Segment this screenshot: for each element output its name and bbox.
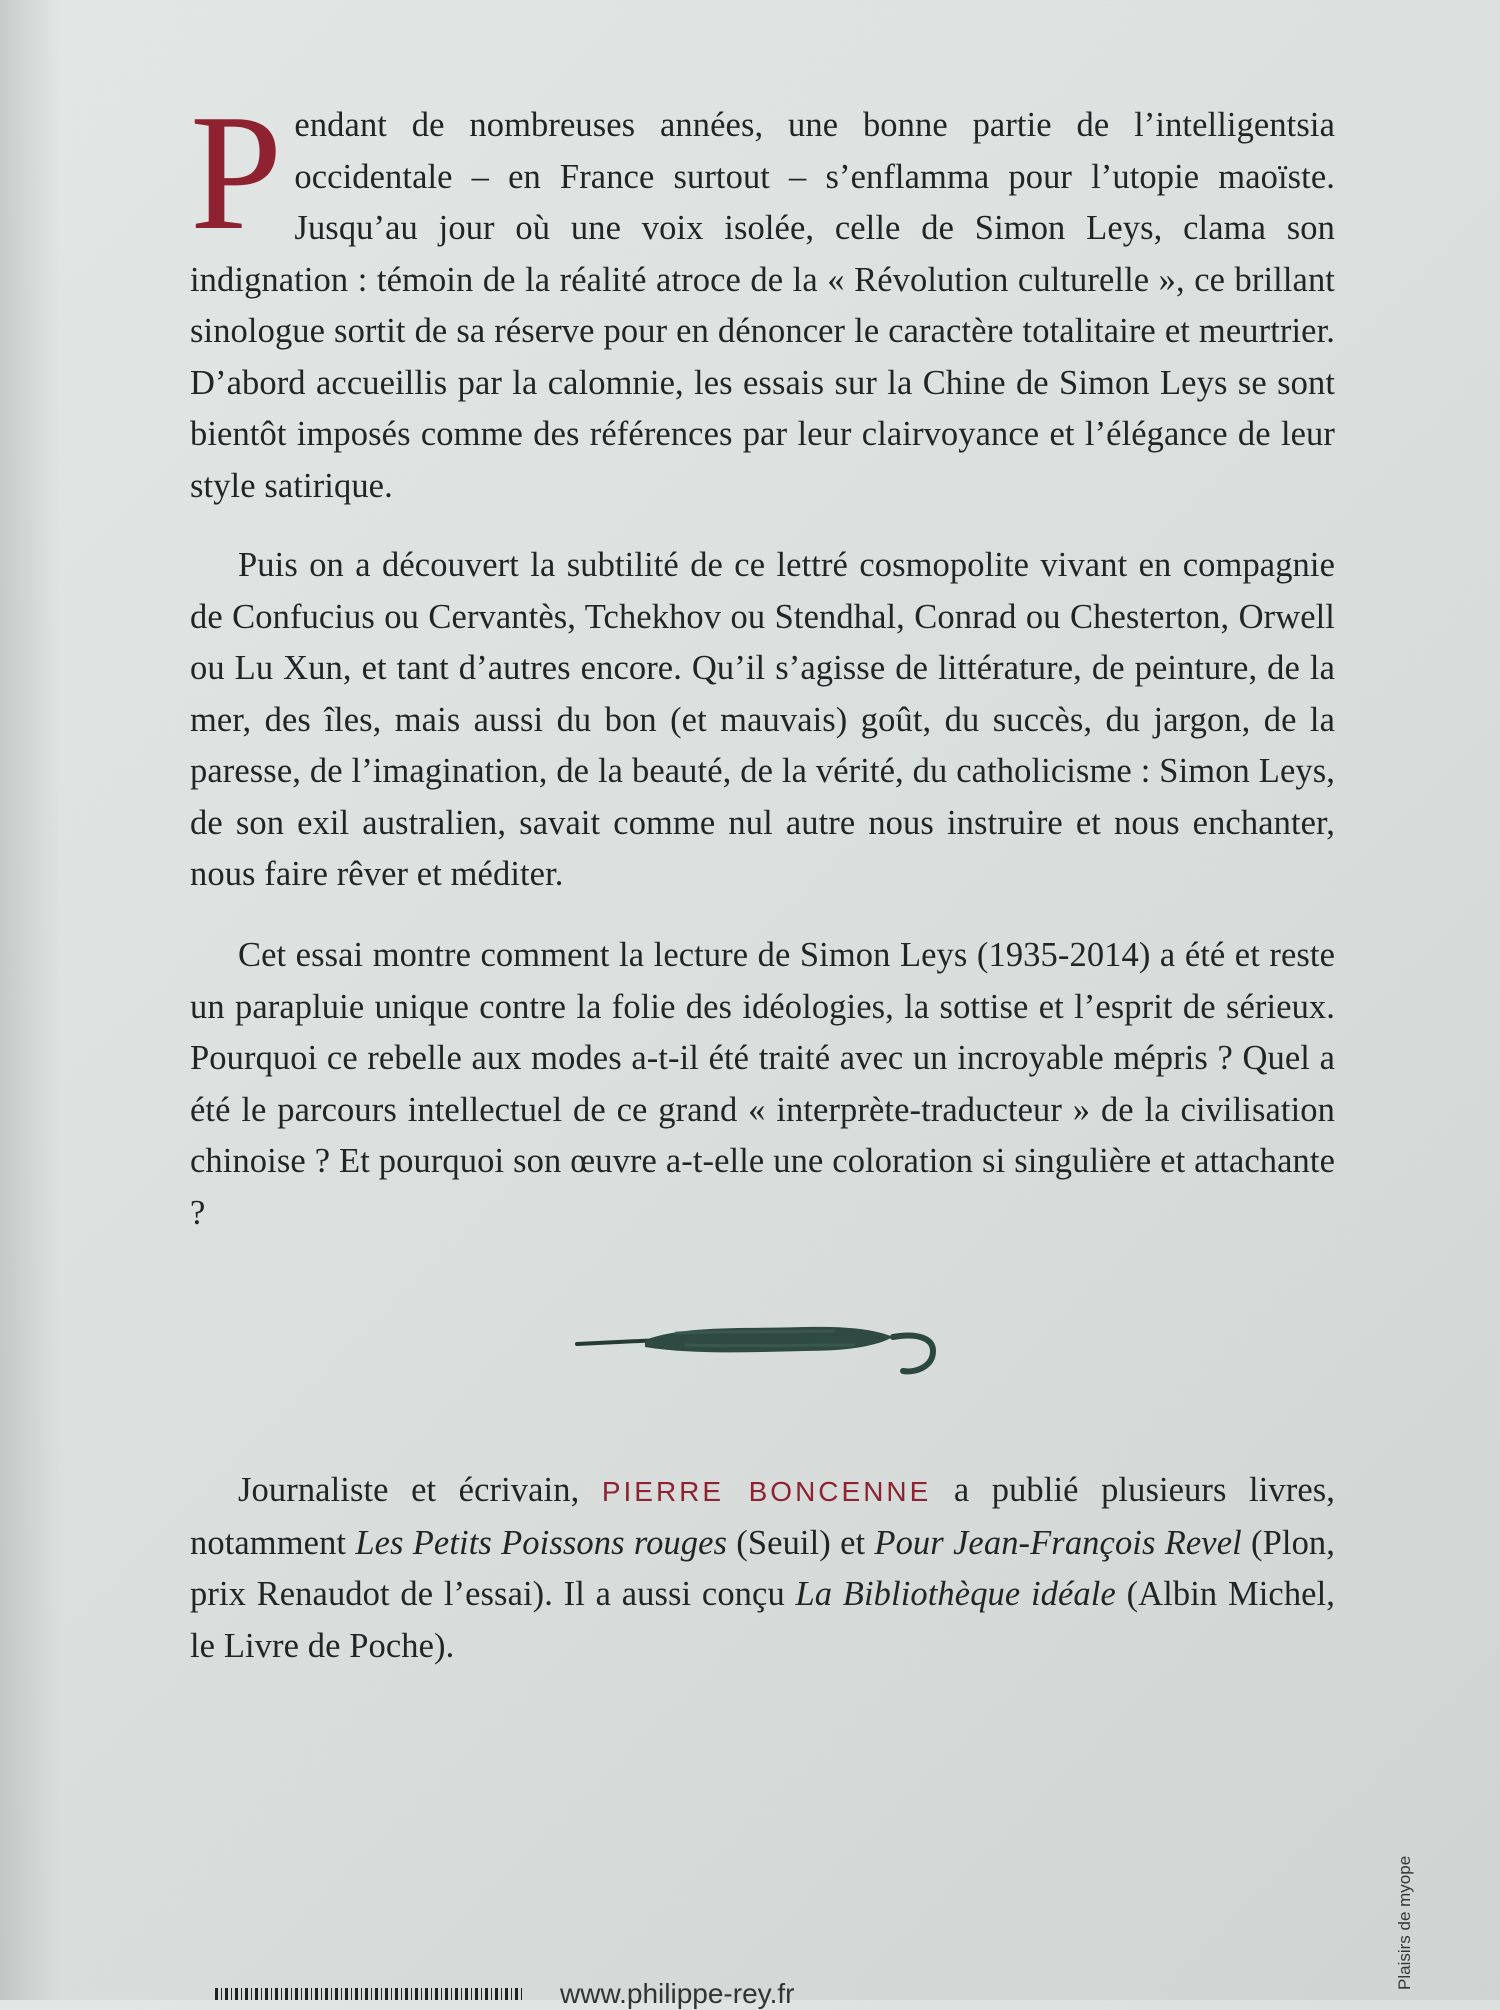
bio-part-4: (Albin Michel, le Livre de Poche). <box>190 1575 1335 1665</box>
umbrella-illustration <box>575 1315 955 1395</box>
intro-paragraph <box>190 80 1335 512</box>
page-edge-shadow <box>0 0 60 2000</box>
side-credit: Plaisirs de myope <box>1395 1855 1414 1990</box>
barcode <box>215 1988 525 2000</box>
bio-part-2: (Seuil) et <box>727 1523 875 1562</box>
second-paragraph: Puis on a découvert la subtilité de ce lettré cosmopolite vivant en compagnie de Confucius ou Cervantès, Tchekhov ou Stendhal, Conrad ou Chesterton, Orwell ou Lu Xun, et tant d’autres encore. Qu’il s’agisse de littérature, de peinture, de la mer, des îles, mais aussi du bon (et mauvais) goût, du succès, du jargon, de la paresse, de l’imagination, de la beauté, de la vérité, du catholicisme : Simon Leys, de son exil australien, savait comme nul autre nous instruire et nous enchanter, nous faire rêver et méditer. <box>190 546 1335 893</box>
book-title-2: Pour Jean-François Revel <box>874 1523 1242 1562</box>
intro-paragraph-text: endant de nombreuses années, une bonne partie de l’intelligentsia occidentale – en France surtout – s’enflamma pour l’utopie maoïste. Jusqu’au jour où une voix isolée, celle de Simon Leys, clama son indignation : témoin de la réalité atroce de la « Révolution culturelle », ce brillant sinologue sortit de sa réserve pour en dénoncer le caractère totalitaire et meurtrier. D’abord accueillis par la calomnie, les essais sur la Chine de Simon Leys se sont bientôt imposés comme des références par leur clairvoyance et l’élégance de leur style satirique. <box>190 106 1335 505</box>
bio-intro: Journaliste et écrivain, <box>238 1471 602 1509</box>
drop-cap: P <box>190 80 283 264</box>
author-name: PIERRE BONCENNE <box>601 1476 932 1507</box>
bio-part-1: a publié plusieurs livres, notamment <box>190 1471 1336 1562</box>
book-title-3: La Bibliothèque idéale <box>795 1575 1116 1613</box>
publisher-website: www.philippe-rey.fr <box>560 1978 795 2009</box>
book-title-1: Les Petits Poissons rouges <box>355 1523 728 1562</box>
third-paragraph: Cet essai montre comment la lecture de Simon Leys (1935-2014) a été et reste un parapluie unique contre la folie des idéologies, la sottise et l’esprit de sérieux. Pourquoi ce rebelle aux modes a-t-il été traité avec un incroyable mépris ? Quel a été le parcours intellectuel de ce grand « interprète-traducteur » de la civilisation chinoise ? Et pourquoi son œuvre a-t-elle une coloration si singulière et attachante ? <box>190 936 1335 1232</box>
bio-part-3: (Plon, prix Renaudot de l’essai). Il a aussi conçu <box>190 1523 1336 1613</box>
author-bio <box>190 1465 1335 1672</box>
